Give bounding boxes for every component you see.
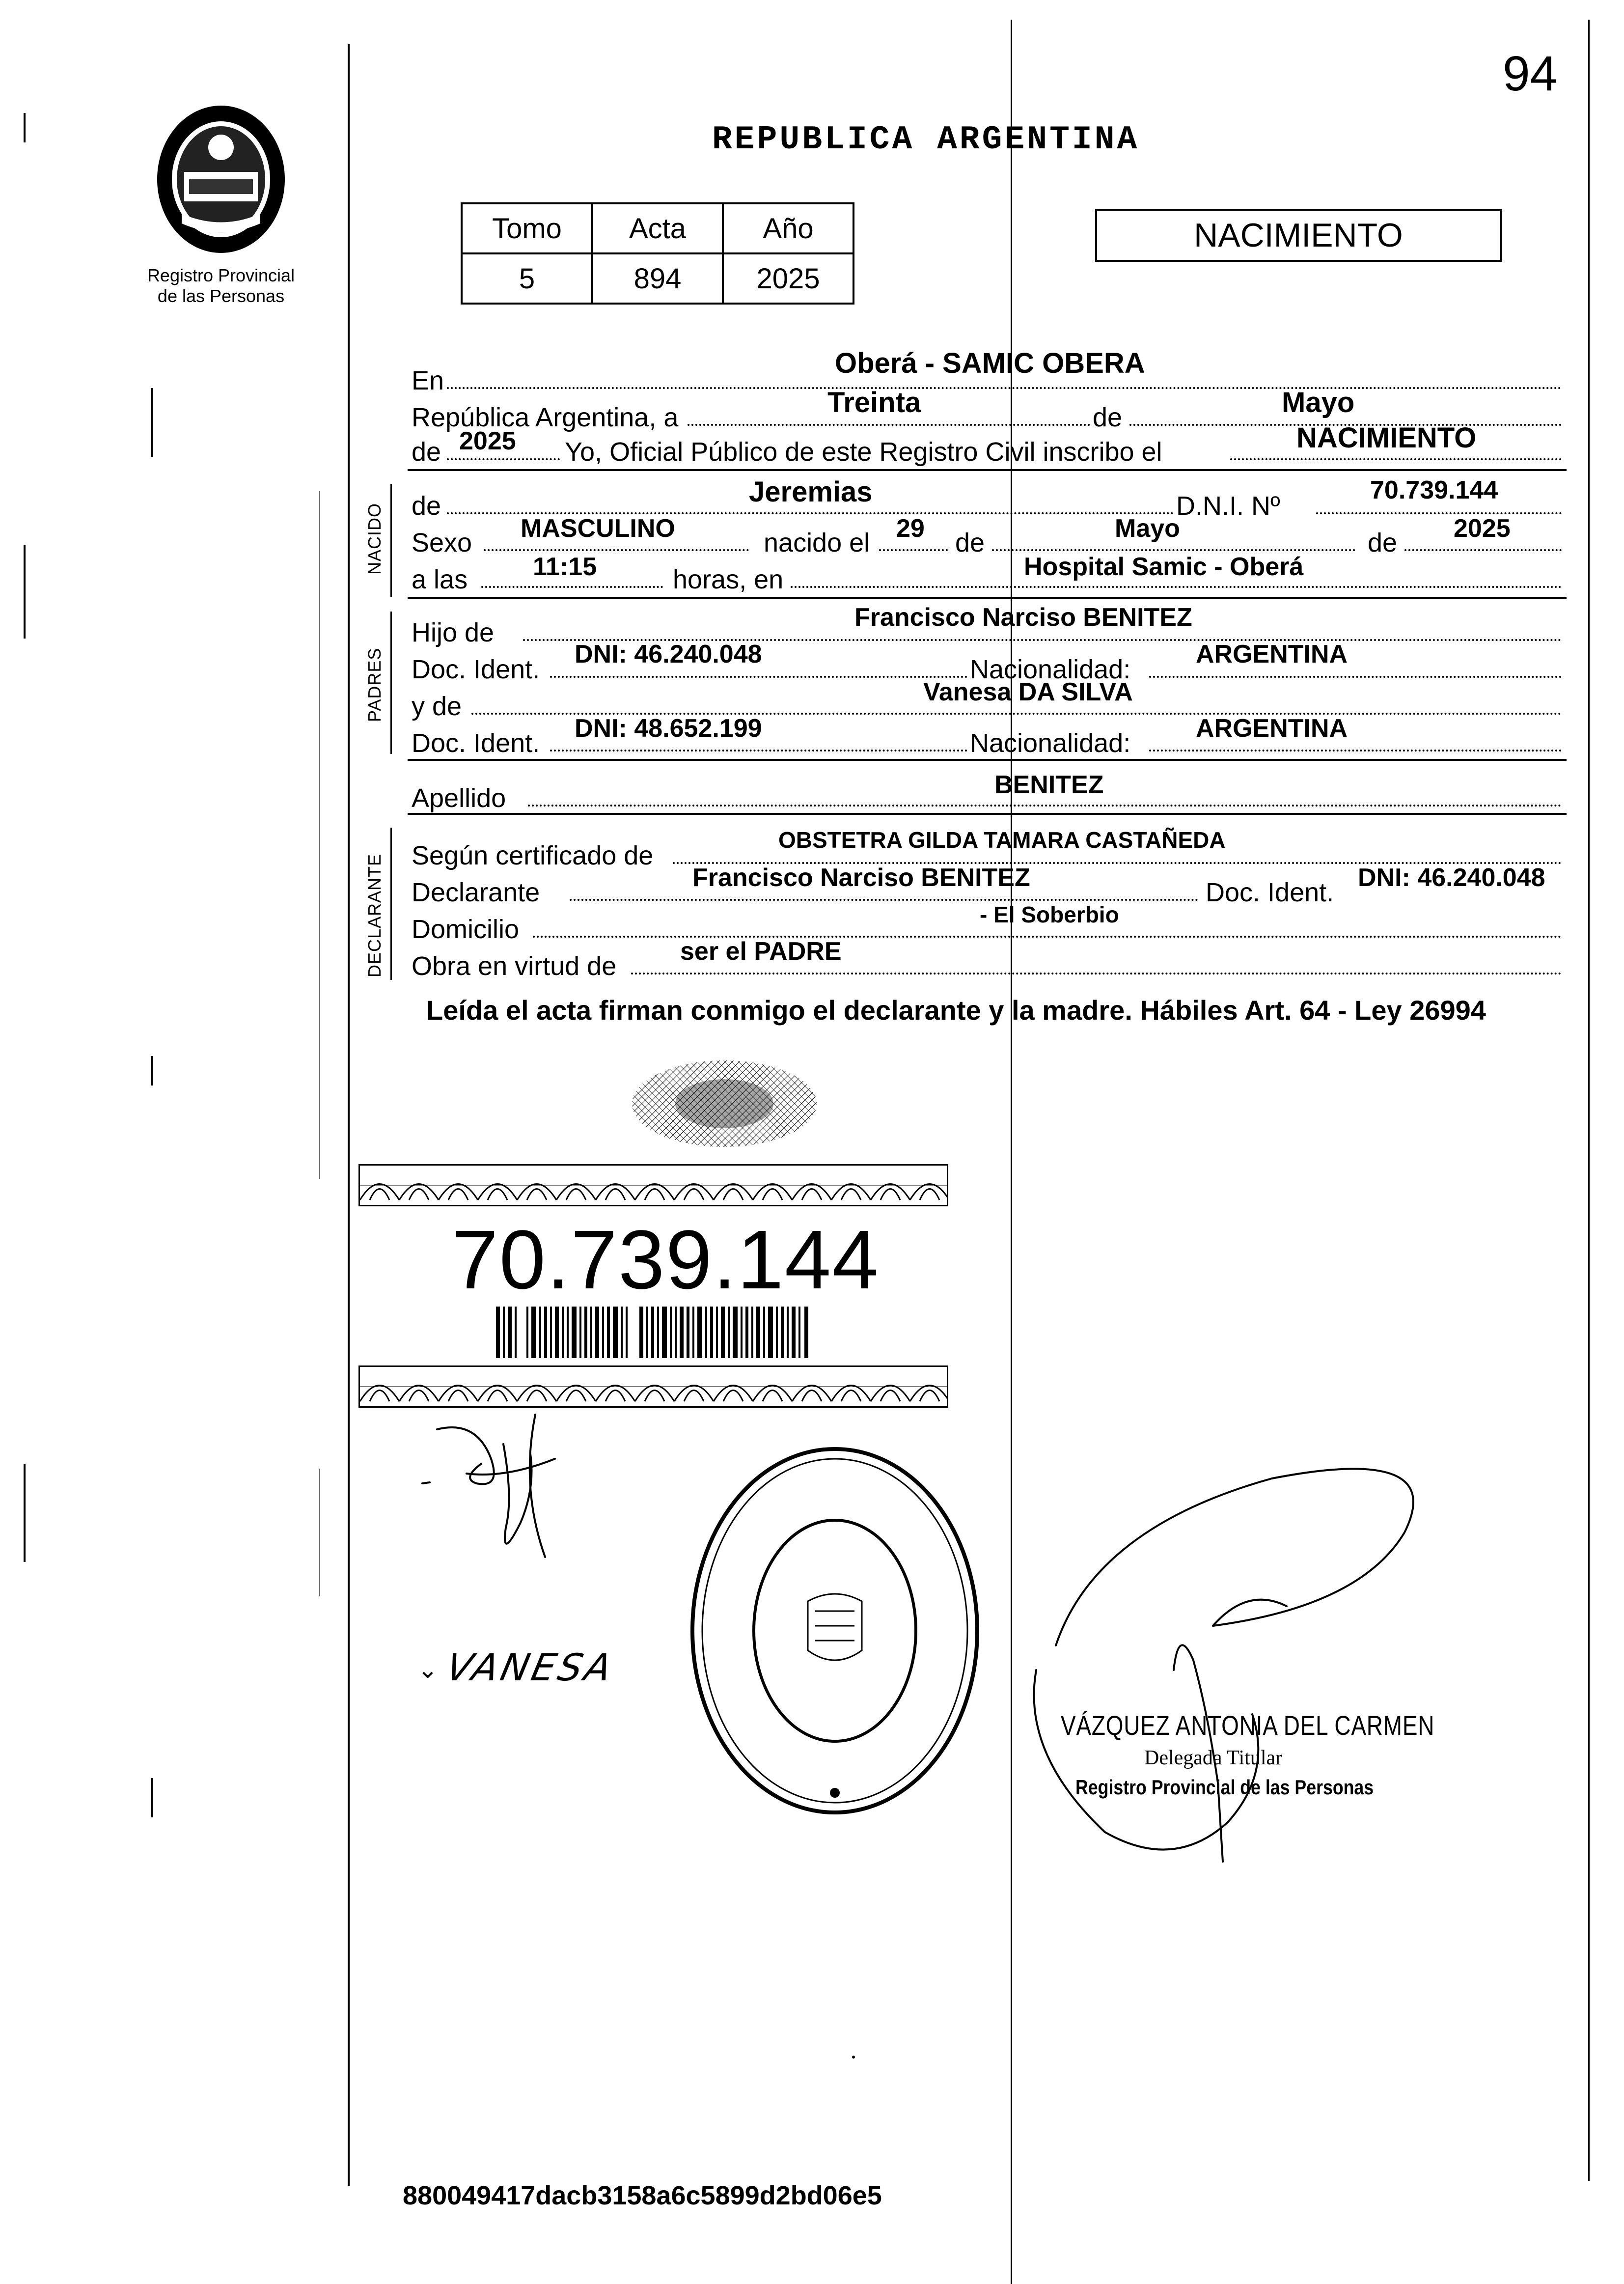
- nacido-de-label: de: [412, 491, 441, 521]
- father-doc-dotted-line: [550, 676, 967, 678]
- registry-name-line2: de las Personas: [157, 286, 285, 306]
- sexo-dotted-line: [484, 549, 749, 551]
- mother-doc-dotted-line: [550, 750, 967, 752]
- declarant-signature: [408, 1400, 604, 1577]
- nacido-section-label: NACIDO: [364, 502, 385, 575]
- birth-year-value: 2025: [1454, 514, 1511, 543]
- apellido-separator: [408, 813, 1567, 815]
- padres-bracket: [390, 612, 392, 754]
- official-seal-icon: [688, 1444, 982, 1817]
- padres-separator: [408, 759, 1567, 761]
- month-value: Mayo: [1282, 387, 1355, 418]
- record-type-label: NACIMIENTO: [1194, 217, 1403, 254]
- tomo-header: Tomo: [462, 203, 592, 253]
- mother-nationality-value: ARGENTINA: [1196, 714, 1348, 743]
- day-dotted-line: [688, 424, 1090, 426]
- nacido-separator: [408, 597, 1567, 599]
- declarante-doc-value: DNI: 46.240.048: [1358, 863, 1545, 892]
- certificado-value: OBSTETRA GILDA TAMARA CASTAÑEDA: [778, 827, 1226, 853]
- wave-pattern-icon: [360, 1166, 947, 1205]
- left-margin-line: [348, 44, 350, 2186]
- declarante-doc-label: Doc. Ident.: [1206, 878, 1334, 907]
- obra-label: Obra en virtud de: [412, 951, 617, 981]
- birth-de-label: de: [955, 528, 985, 557]
- father-nationality-value: ARGENTINA: [1196, 640, 1348, 668]
- official-role: Delegada Titular: [1144, 1747, 1283, 1769]
- inscribe-value: NACIMIENTO: [1296, 422, 1477, 454]
- de-label: de: [1093, 403, 1123, 432]
- scan-mark: [24, 1464, 26, 1562]
- official-office: Registro Provincial de las Personas: [1075, 1776, 1374, 1799]
- intro-separator: [408, 469, 1567, 471]
- mother-signature-text: VANESA: [442, 1645, 619, 1689]
- dni-label: D.N.I. Nº: [1176, 491, 1280, 521]
- mother-signature-dash: ⌄: [417, 1655, 438, 1684]
- misiones-seal-icon: [147, 98, 295, 260]
- apellido-dotted-line: [528, 805, 1562, 807]
- obra-dotted-line: [631, 973, 1562, 975]
- scan-mark: [151, 1778, 153, 1817]
- padres-section-label: PADRES: [364, 647, 385, 722]
- tomo-value: 5: [462, 253, 592, 304]
- yo-label: Yo, Oficial Público de este Registro Civil inscribo el: [565, 437, 1162, 467]
- obra-value: ser el PADRE: [680, 937, 842, 966]
- birth-place-value: Hospital Samic - Oberá: [1024, 553, 1304, 581]
- father-nat-label: Nacionalidad:: [970, 655, 1131, 684]
- mother-nat-label: Nacionalidad:: [970, 728, 1131, 758]
- en-value: Oberá - SAMIC OBERA: [835, 347, 1145, 379]
- small-mark: [852, 2056, 855, 2059]
- declarante-value: Francisco Narciso BENITEZ: [692, 863, 1030, 892]
- day-value: Treinta: [827, 387, 921, 418]
- hijo-de-label: Hijo de: [412, 618, 495, 647]
- anio-header: Año: [723, 203, 853, 253]
- security-band-top: [358, 1164, 948, 1206]
- official-name: VÁZQUEZ ANTONIA DEL CARMEN: [1061, 1710, 1435, 1741]
- time-dotted-line: [481, 586, 663, 588]
- birth-day-dotted-line: [879, 549, 948, 551]
- child-name-value: Jeremias: [749, 476, 873, 508]
- declarante-section-label: DECLARANTE: [364, 853, 385, 977]
- page-number: 94: [1503, 46, 1558, 101]
- inscribe-dotted-line: [1230, 458, 1562, 460]
- domicilio-label: Domicilio: [412, 915, 520, 944]
- child-dni-value: 70.739.144: [1370, 476, 1498, 504]
- de2-label: de: [412, 437, 441, 467]
- barcode-icon: [496, 1307, 810, 1358]
- a-las-label: a las: [412, 565, 468, 594]
- scan-mark: [24, 113, 26, 142]
- birth-month-dotted-line: [992, 549, 1355, 551]
- declarante-label: Declarante: [412, 878, 540, 907]
- scan-mark: [319, 1469, 320, 1596]
- birth-day-value: 29: [896, 514, 925, 543]
- barcode-number: 70.739.144: [452, 1213, 880, 1307]
- mother-nat-dotted-line: [1149, 750, 1562, 752]
- y-de-label: y de: [412, 692, 462, 721]
- tomo-acta-anio-table: [461, 202, 854, 305]
- republica-label: República Argentina, a: [412, 403, 679, 432]
- place-dotted-line: [791, 586, 1562, 588]
- nacido-bracket: [390, 484, 392, 597]
- document-hash: 880049417dacb3158a6c5899d2bd06e5: [403, 2181, 882, 2210]
- father-nat-dotted-line: [1149, 676, 1562, 678]
- closing-statement: Leída el acta firman conmigo el declarante y la madre. Hábiles Art. 64 - Ley 26994: [426, 995, 1486, 1026]
- scan-mark: [151, 388, 153, 457]
- acta-header: Acta: [592, 203, 723, 253]
- apellido-value: BENITEZ: [994, 771, 1104, 799]
- father-name-value: Francisco Narciso BENITEZ: [854, 603, 1192, 632]
- birth-year-dotted-line: [1404, 549, 1562, 551]
- en-label: En: [412, 366, 444, 395]
- round-official-seal: [688, 1444, 982, 1817]
- sexo-label: Sexo: [412, 528, 472, 557]
- dni-dotted-line: [1316, 512, 1562, 514]
- father-doc-label: Doc. Ident.: [412, 655, 540, 684]
- birth-de2-label: de: [1368, 528, 1398, 557]
- province-seal: [147, 98, 295, 260]
- year-dotted-line: [447, 458, 560, 460]
- scan-mark: [319, 491, 320, 1179]
- nacido-el-label: nacido el: [764, 528, 870, 557]
- anio-value: 2025: [723, 253, 853, 304]
- official-signature: [1017, 1439, 1508, 1871]
- en-dotted-line: [447, 387, 1562, 389]
- security-hologram: [631, 1058, 818, 1149]
- document-heading: REPUBLICA ARGENTINA: [712, 121, 1140, 159]
- certificado-label: Según certificado de: [412, 841, 654, 870]
- year-value: 2025: [459, 427, 516, 455]
- sexo-value: MASCULINO: [521, 514, 675, 543]
- time-value: 11:15: [533, 553, 597, 581]
- horas-label: horas, en: [673, 565, 784, 594]
- right-margin-line: [1588, 20, 1590, 2181]
- declarante-bracket: [390, 828, 392, 980]
- birth-month-value: Mayo: [1115, 514, 1180, 543]
- record-type-box: [1095, 209, 1502, 262]
- scan-mark: [151, 1056, 153, 1086]
- guilloche-pattern-icon: [631, 1058, 818, 1149]
- mother-doc-label: Doc. Ident.: [412, 728, 540, 758]
- domicilio-value: - El Soberbio: [980, 902, 1119, 927]
- handwritten-signature-icon: [408, 1400, 604, 1577]
- barcode: [496, 1307, 810, 1358]
- father-doc-value: DNI: 46.240.048: [575, 640, 762, 668]
- registry-name-line1: Registro Provincial: [147, 265, 295, 285]
- mother-doc-value: DNI: 48.652.199: [575, 714, 762, 743]
- scan-mark: [24, 545, 26, 639]
- acta-value: 894: [592, 253, 723, 304]
- handwritten-signature-icon: [1017, 1439, 1508, 1871]
- apellido-label: Apellido: [412, 783, 506, 813]
- mother-signature: [417, 1641, 619, 1695]
- mother-name-value: Vanesa DA SILVA: [923, 678, 1133, 706]
